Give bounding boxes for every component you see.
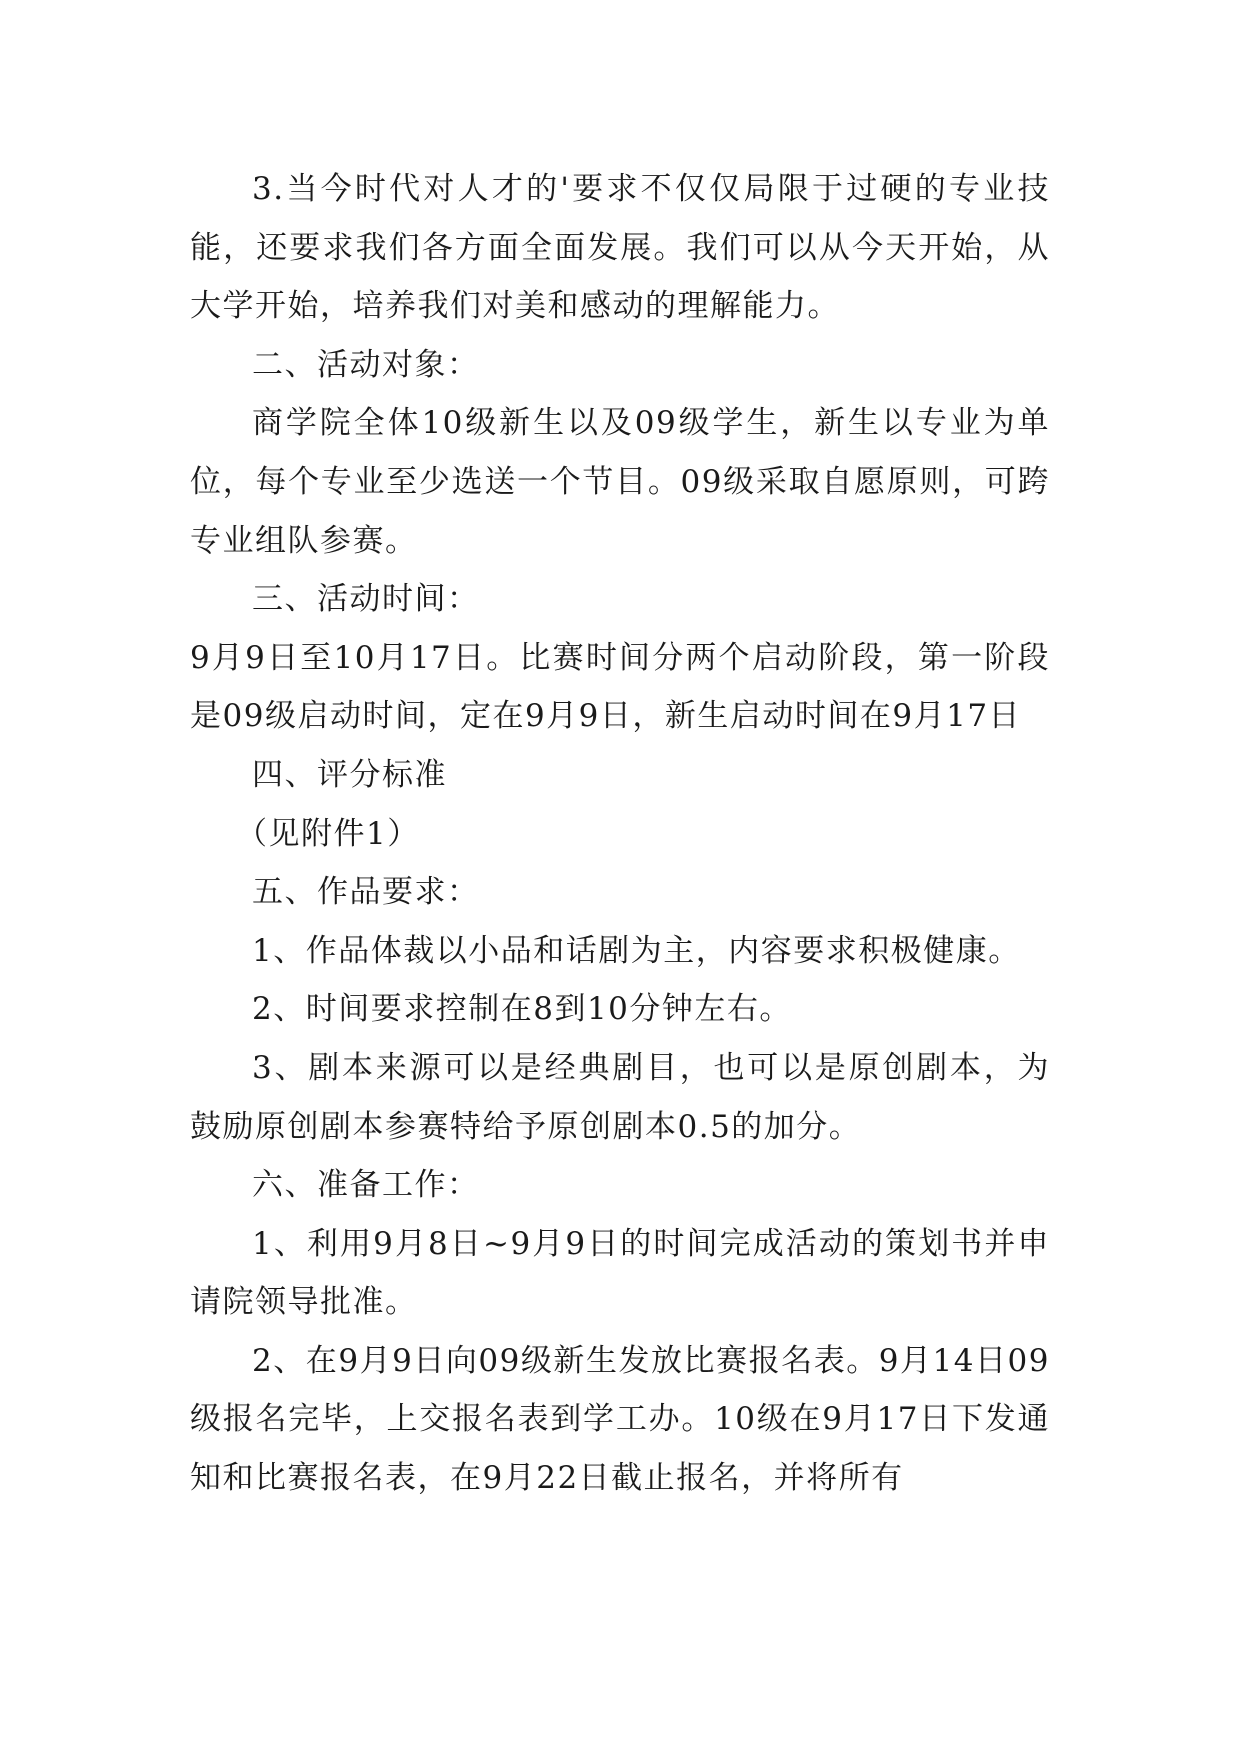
- paragraph-requirement-2: 2、时间要求控制在8到10分钟左右。: [252, 991, 792, 1028]
- paragraph-preparation-2: 2、在9月9日向09级新生发放比赛报名表。9月14日09级报名完毕，上交报名表到学工办。10级在9月17日下发通知和比赛报名表，在9月22日截止报名，并将所有: [190, 1342, 1050, 1497]
- paragraph-purpose-3: 3.当今时代对人才的'要求不仅仅局限于过硬的专业技能，还要求我们各方面全面发展。我们可以从今天开始，从大学开始，培养我们对美和感动的理解能力。: [190, 171, 1050, 325]
- heading-activity-target: 二、活动对象：: [252, 346, 480, 383]
- heading-preparation: 六、准备工作：: [252, 1167, 480, 1204]
- paragraph-activity-time: 9月9日至10月17日。比赛时间分两个启动阶段，第一阶段是09级启动时间，定在9月9日，新生启动时间在9月17日: [190, 639, 1050, 735]
- paragraph-preparation-1: 1、利用9月8日~9月9日的时间完成活动的策划书并申请院领导批准。: [190, 1225, 1050, 1321]
- document-page: [190, 160, 1050, 1508]
- paragraph-requirement-1: 1、作品体裁以小品和话剧为主，内容要求积极健康。: [252, 932, 1021, 969]
- paragraph-see-attachment: （见附件1）: [236, 815, 420, 852]
- heading-activity-time: 三、活动时间：: [252, 581, 480, 618]
- paragraph-requirement-3: 3、剧本来源可以是经典剧目，也可以是原创剧本，为鼓励原创剧本参赛特给予原创剧本0.5的加分。: [190, 1049, 1050, 1145]
- heading-scoring-criteria: 四、评分标准: [252, 756, 447, 793]
- paragraph-activity-target: 商学院全体10级新生以及09级学生，新生以专业为单位，每个专业至少选送一个节目。09级采取自愿原则，可跨专业组队参赛。: [190, 405, 1050, 559]
- heading-work-requirements: 五、作品要求：: [252, 874, 480, 911]
